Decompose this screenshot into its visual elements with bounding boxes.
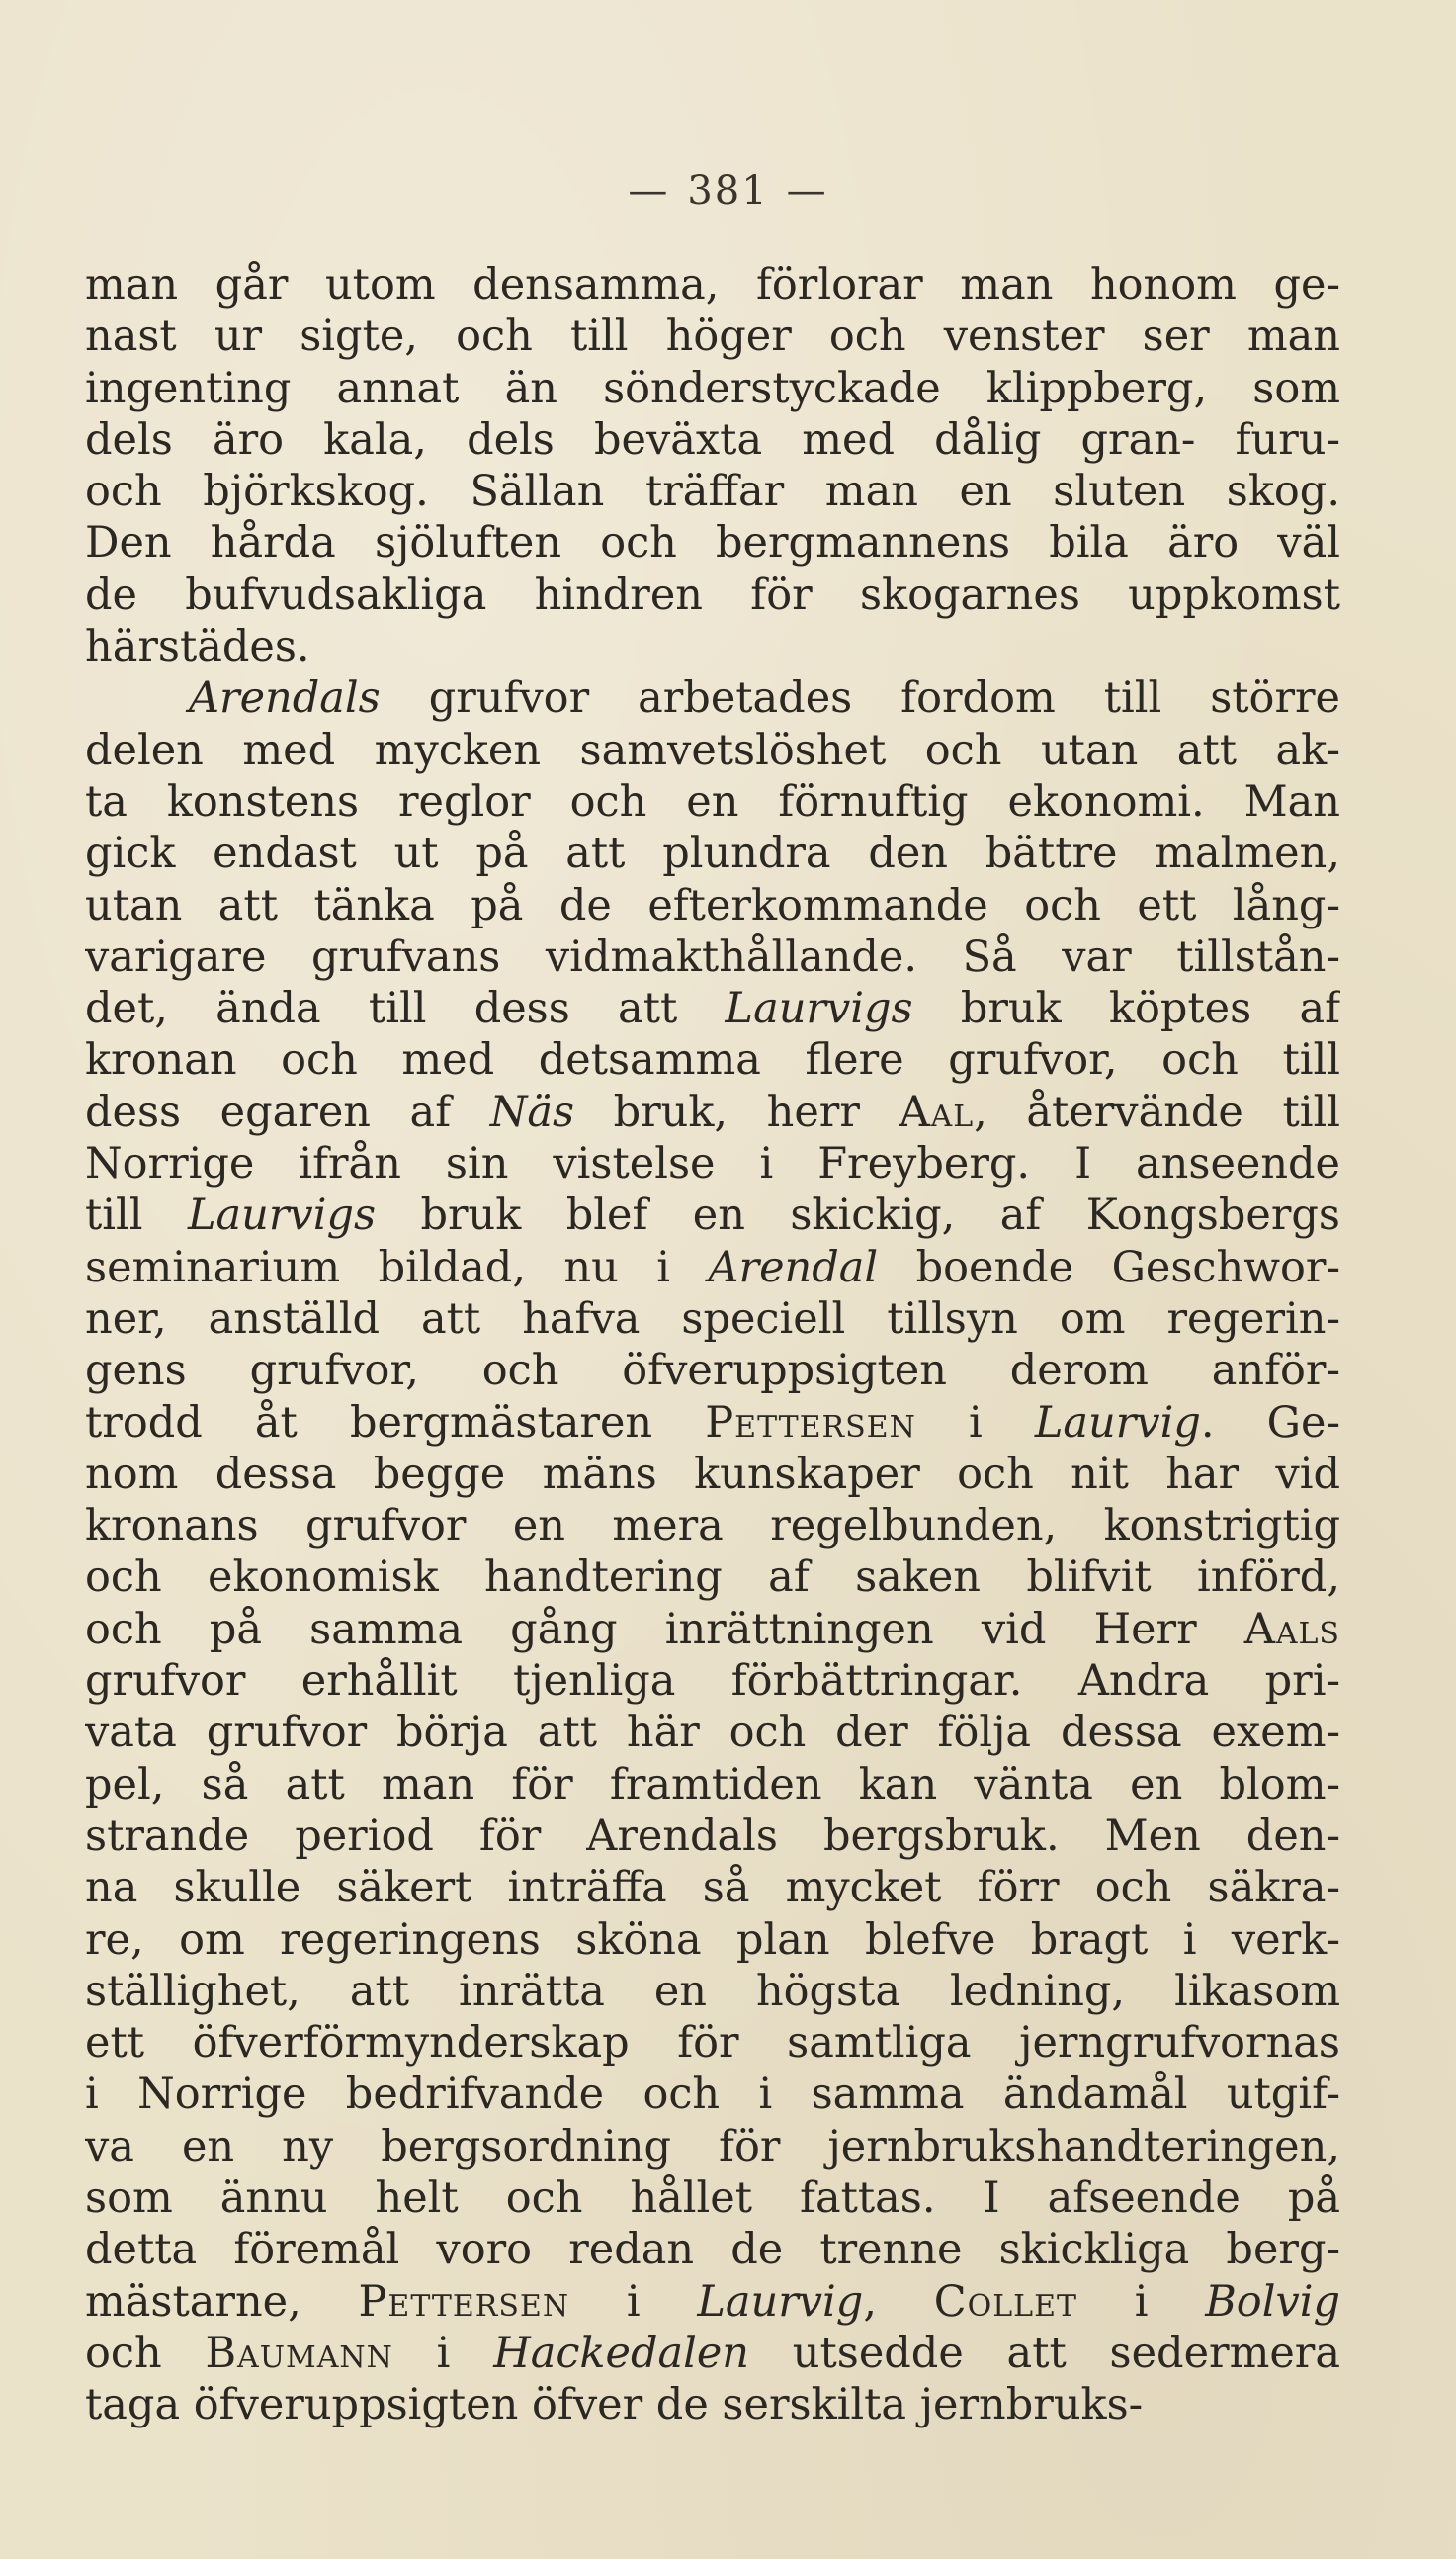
body-text	[85, 259, 1340, 2430]
text-segment: va en ny bergsordning för jernbrukshandteringen,	[85, 2121, 1340, 2171]
text-line	[85, 1966, 1340, 2017]
text-line	[85, 259, 1340, 310]
header-dash-right: —	[786, 168, 828, 214]
header-dash-left: —	[628, 168, 670, 214]
text-segment: och ekonomisk handtering af saken blifvit införd,	[85, 1552, 1340, 1603]
text-segment: na skulle säkert inträffa så mycket förr och säkra-	[85, 1863, 1340, 1913]
text-segment: i	[392, 2328, 494, 2378]
text-segment: re, om regeringens sköna plan blefve bragt i verk-	[85, 1914, 1340, 1965]
text-segment: bruk, herr	[574, 1087, 899, 1137]
italic-text: Hackedalen	[493, 2328, 749, 2378]
text-segment: nom dessa begge mäns kunskaper och nit har vid	[85, 1449, 1340, 1499]
text-segment: gens grufvor, och öfveruppsigten derom anför-	[85, 1346, 1340, 1396]
text-segment: kronans grufvor en mera regelbunden, konstrigtig	[85, 1501, 1340, 1551]
small-caps-name: Pettersen	[705, 1397, 916, 1448]
italic-text: Näs	[489, 1087, 575, 1137]
text-line	[85, 931, 1340, 983]
text-segment: taga öfveruppsigten öfver de serskilta jernbruks-	[85, 2380, 1144, 2430]
text-line	[85, 1293, 1340, 1345]
text-segment: härstädes.	[85, 622, 310, 672]
text-segment: ,	[863, 2276, 934, 2327]
text-line	[85, 1500, 1340, 1551]
text-segment: nast ur sigte, och till höger och venster ser man	[85, 311, 1340, 362]
text-line	[85, 363, 1340, 414]
text-segment: och på samma gång inrättningen vid Herr	[85, 1604, 1244, 1654]
text-segment: kronan och med detsamma flere grufvor, och till	[85, 1035, 1340, 1086]
text-segment: ställighet, att inrätta en högsta ledning, likasom	[85, 1966, 1340, 2016]
text-segment: utan att tänka på de efterkommande och ett lång-	[85, 880, 1340, 930]
small-caps-name: Collet	[933, 2276, 1077, 2327]
text-line	[85, 1862, 1340, 1913]
text-segment: som ännu helt och hållet fattas. I afseende på	[85, 2172, 1340, 2223]
text-line	[85, 570, 1340, 621]
text-segment: i	[1076, 2276, 1206, 2327]
text-line	[85, 2172, 1340, 2224]
text-segment: man går utom densamma, förlorar man honom ge-	[85, 260, 1340, 309]
text-line	[85, 1138, 1340, 1190]
text-line	[85, 1551, 1340, 1603]
page-header	[0, 168, 1456, 214]
text-segment: seminarium bildad, nu i	[85, 1242, 709, 1292]
text-segment: och	[85, 2328, 206, 2378]
text-segment: ner, anställd att hafva speciell tillsyn om regerin-	[85, 1293, 1340, 1344]
text-line	[85, 2328, 1340, 2379]
text-line	[85, 517, 1340, 569]
text-line	[85, 1190, 1340, 1241]
text-segment: gick endast ut på att plundra den bättre malmen,	[85, 829, 1340, 879]
text-line	[85, 414, 1340, 466]
text-line	[85, 1655, 1340, 1707]
small-caps-name: Aals	[1243, 1604, 1340, 1654]
text-line	[85, 1914, 1340, 1966]
text-line	[85, 2276, 1340, 2328]
text-line	[85, 1345, 1340, 1396]
text-line	[85, 1034, 1340, 1086]
text-segment: mästarne,	[85, 2276, 359, 2327]
small-caps-name: Aal	[899, 1087, 975, 1137]
text-segment: boende Geschwor-	[878, 1242, 1340, 1292]
text-line	[85, 1087, 1340, 1138]
text-line	[85, 2069, 1340, 2120]
text-segment: dels äro kala, dels beväxta med dålig gran- furu-	[85, 414, 1340, 465]
text-segment: bruk köptes af	[912, 984, 1340, 1034]
italic-text: Arendal	[708, 1242, 879, 1292]
text-segment: i	[915, 1397, 1035, 1448]
text-segment: ta konstens reglor och en förnuftig ekonomi. Man	[85, 776, 1340, 827]
text-segment: Den hårda sjöluften och bergmannens bila äro väl	[85, 518, 1340, 569]
text-segment: trodd åt bergmästaren	[85, 1397, 706, 1448]
text-segment: vata grufvor börja att här och der följa dessa exem-	[85, 1708, 1340, 1758]
text-line	[85, 983, 1340, 1034]
italic-text: Laurvig	[697, 2276, 864, 2327]
text-segment: varigare grufvans vidmakthållande. Så var tillstån-	[85, 931, 1340, 982]
text-line	[85, 1810, 1340, 1862]
text-line	[85, 1759, 1340, 1810]
text-segment: utsedde att sedermera	[749, 2328, 1340, 2378]
text-line	[85, 2121, 1340, 2172]
text-line	[85, 1242, 1340, 1293]
italic-text: Bolvig	[1205, 2276, 1340, 2327]
text-line	[85, 1707, 1340, 1758]
text-line	[85, 776, 1340, 828]
text-line	[85, 1604, 1340, 1655]
text-line	[85, 2224, 1340, 2275]
text-segment: detta föremål voro redan de trenne skickliga berg-	[85, 2225, 1340, 2275]
text-segment: i	[569, 2276, 698, 2327]
text-line	[85, 310, 1340, 362]
text-line	[85, 2379, 1340, 2430]
text-segment: dess egaren af	[85, 1087, 490, 1137]
text-segment: pel, så att man för framtiden kan vänta en blom-	[85, 1759, 1340, 1809]
text-segment: , återvände till	[974, 1087, 1340, 1137]
small-caps-name: Pettersen	[358, 2276, 570, 2327]
italic-text: Arendals	[189, 673, 381, 724]
text-line	[85, 1449, 1340, 1500]
text-segment: till	[85, 1191, 188, 1241]
small-caps-name: Baumann	[205, 2328, 393, 2378]
text-line	[85, 672, 1340, 724]
text-segment: grufvor arbetades fordom till större	[380, 673, 1340, 724]
italic-text: Laurvigs	[725, 984, 913, 1034]
page-number: 381	[687, 168, 769, 214]
text-segment: strande period för Arendals bergsbruk. Men den-	[85, 1810, 1340, 1861]
text-segment: och björkskog. Sällan träffar man en sluten skog.	[85, 467, 1340, 517]
text-segment: ett öfverförmynderskap för samtliga jerngrufvornas	[85, 2018, 1340, 2069]
text-segment: bruk blef en skickig, af Kongsbergs	[376, 1191, 1340, 1241]
text-line	[85, 725, 1340, 776]
text-segment: delen med mycken samvetslöshet och utan att ak-	[85, 725, 1340, 775]
text-line	[85, 828, 1340, 879]
text-segment: . Ge-	[1200, 1397, 1340, 1448]
text-segment: de bufvudsakliga hindren för skogarnes uppkomst	[85, 570, 1340, 620]
italic-text: Laurvigs	[187, 1191, 377, 1241]
text-line	[85, 1397, 1340, 1449]
text-line	[85, 880, 1340, 931]
text-segment: grufvor erhållit tjenliga förbättringar. Andra pri-	[85, 1656, 1340, 1707]
text-segment: det, ända till dess att	[85, 984, 726, 1034]
text-line	[85, 2017, 1340, 2069]
text-segment: Norrige ifrån sin vistelse i Freyberg. I anseende	[85, 1139, 1340, 1190]
text-line	[85, 621, 1340, 672]
text-segment: i Norrige bedrifvande och i samma ändamål utgif-	[85, 2070, 1340, 2120]
text-line	[85, 466, 1340, 517]
italic-text: Laurvig	[1034, 1397, 1201, 1448]
text-segment: ingenting annat än sönderstyckade klippberg, som	[85, 363, 1340, 413]
